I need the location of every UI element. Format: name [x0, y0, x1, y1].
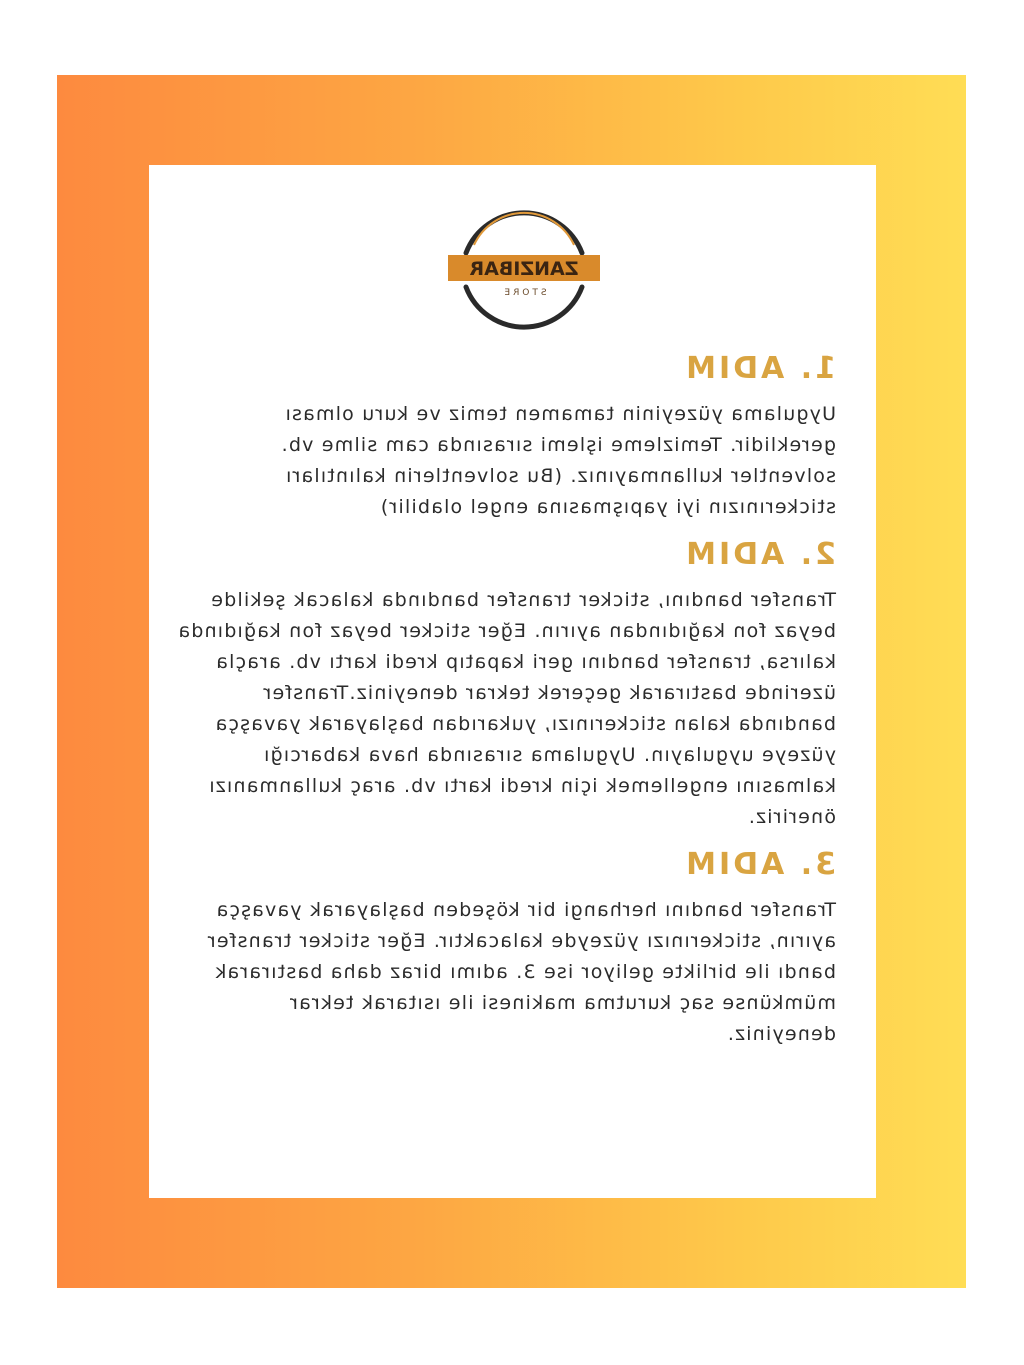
step-3-text: Transfer bandını herhangi bir köşeden başlayarak yavaşça ayırın, stickerınızı yüzeyde kalacaktır. Eğer sticker transfer bandı ile birlikte geliyor ise 3. adımı biraz daha bastırarak mümkünse saç kurutma makinesi ile ısıtarak tekrar deneyiniz.: [206, 899, 836, 1045]
step-1-title: 1. ADIM: [683, 351, 836, 386]
step-3-title: 3. ADIM: [683, 847, 836, 882]
gradient-frame: [57, 75, 966, 1288]
store-logo: [444, 195, 604, 343]
step-2-text: Transfer bandını, sticker transfer bandında kalacak şekilde beyaz fon kağıdından ayırın. Eğer sticker beyaz fon kağıdında kalırsa, transfer bandını geri kapatıp kredi kartı vb. araçla üzerinde bastırarak geçerek tekrar deneyiniz.Transfer bandında kalan stickerınızı, yukarıdan başlayarak yavaşça yüzeye uygulayın. Uygulama sırasında hava kabarcığı kalmasını engellemek için kredi kartı vb. araç kullanmanızı öneririz.: [177, 589, 836, 828]
logo-subtitle: STORE: [501, 288, 547, 298]
step-1: [149, 351, 836, 523]
steps-content: [149, 351, 836, 1064]
mirrored-content: [149, 165, 876, 1198]
step-3: [149, 847, 836, 1050]
step-1-text: Uygulama yüzeyinin tamamen temiz ve kuru olması gereklidir. Temizleme işlemi sırasında cam silme vb. solventler kullanmayınız. (Bu solventlerin kalıntıları stickerınızın iyi yapışmasına engel olabilir): [280, 403, 836, 518]
instruction-card: [149, 165, 876, 1198]
logo-wordmark: ZANZIBAR: [469, 258, 579, 280]
store-logo-icon: [444, 195, 604, 343]
step-2-title: 2. ADIM: [683, 537, 836, 572]
step-2: [149, 537, 836, 833]
